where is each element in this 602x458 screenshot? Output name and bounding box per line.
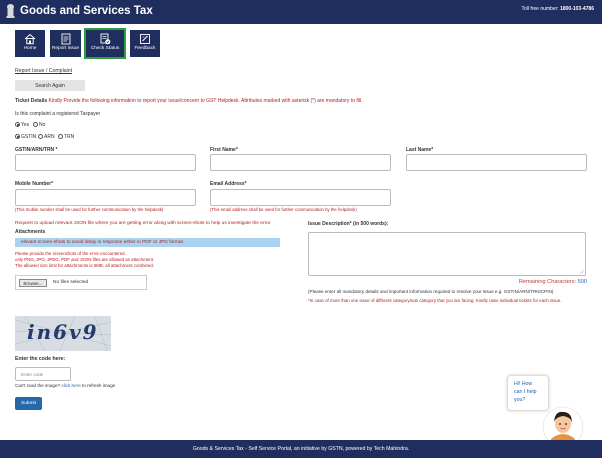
toll-label: Toll free number: <box>521 6 559 12</box>
remaining-count: 500 <box>577 279 587 285</box>
multiple-issues-note: *In case of more than one issue of different category/sub category that you are facing, Kindly raise individual tickets for each issue. <box>308 298 562 303</box>
attachment-highlight-note: elevant screen-shots to avoid delay in response either in PDF or JPG format <box>15 238 280 247</box>
mobile-note: (This mobile number shall be used for further communication by the helpdesk) <box>15 207 164 212</box>
to-refresh-text: to refresh image <box>82 383 116 388</box>
submit-button[interactable]: Submit <box>15 397 42 410</box>
upload-info-2: only PNG, JPG, JPEG, PDF and JSON files are allowed as attachment. <box>15 257 155 262</box>
upload-request-text: Request to upload relevant JSON file where you are getting error along with screen-shots to help us investigate the error <box>15 221 271 226</box>
browse-button[interactable]: Browse... <box>19 279 47 287</box>
toll-free-info <box>521 6 594 12</box>
gstin-input[interactable] <box>15 154 196 171</box>
nav-tile-home-label: Home <box>23 46 37 51</box>
radio-yes[interactable] <box>15 122 20 127</box>
first-name-label: First Name* <box>210 147 238 153</box>
radio-no[interactable] <box>33 122 38 127</box>
captcha-enter-label: Enter the code here: <box>15 356 66 362</box>
mobile-input[interactable] <box>15 189 196 206</box>
radio-no-label: No <box>39 122 46 128</box>
remaining-label: Remaining Characters: <box>518 279 577 285</box>
gstin-label: GSTIN/ARN/TRN * <box>15 147 58 153</box>
nav-tile-home[interactable] <box>15 30 45 57</box>
remaining-characters <box>519 279 587 285</box>
attachments-label: Attachments <box>15 229 46 235</box>
radio-arn[interactable] <box>38 134 43 139</box>
captcha-text: in6v9 <box>27 320 99 344</box>
site-title: Goods and Services Tax <box>20 5 153 17</box>
registered-taxpayer-question: Is this complaint a registered Taxpayer <box>15 111 101 117</box>
captcha-refresh-text <box>15 383 115 388</box>
cant-read-text: Can't read the image? <box>15 383 61 388</box>
nav-tile-feedback[interactable] <box>130 30 160 57</box>
ticket-details-intro <box>15 98 362 104</box>
chatbot-greeting-line-1: Hi! How <box>514 381 533 387</box>
captcha-refresh-link[interactable]: click here <box>61 383 81 388</box>
radio-gstin[interactable] <box>15 134 20 139</box>
nav-tile-check-status-label: Check Status <box>90 46 120 51</box>
radio-trn[interactable] <box>58 134 63 139</box>
last-name-input[interactable] <box>406 154 587 171</box>
issue-please-note: (Please enter all mandatory details and important information required to resolve your issue e.g. GSTIN/ARN/TRN/CPIN) <box>308 289 554 294</box>
last-name-label: Last Name* <box>406 147 434 153</box>
file-upload-field <box>15 275 147 290</box>
report-icon <box>60 33 72 45</box>
upload-info-1: Please provide the screenshots of the error encountered. <box>15 251 126 256</box>
home-icon <box>24 33 36 45</box>
radio-arn-label: ARN <box>44 134 55 140</box>
email-label: Email Address* <box>210 181 247 187</box>
no-file-selected-text: No files selected <box>53 280 89 285</box>
nav-tile-report-issue[interactable] <box>50 30 81 57</box>
check-status-icon <box>99 33 111 45</box>
radio-yes-label: Yes <box>21 122 30 128</box>
chatbot-greeting-line-3: you? <box>514 397 526 403</box>
upload-info-3: The allowed size limit for attachments is 5MB, all attachment combined. <box>15 263 155 268</box>
section-title[interactable]: Report Issue / Complaint <box>15 68 73 74</box>
ticket-details-heading: Ticket Details <box>15 98 48 104</box>
search-again-button[interactable]: Search Again <box>15 80 85 91</box>
chatbot-greeting-line-2: can I help <box>514 389 537 395</box>
ticket-details-instruction: Kindly Provide the following information to report your issue/concern to GST Helpdesk. Attributes marked with asterisk (*) are mandatory to fill. <box>48 98 363 104</box>
nav-tile-report-label: Report Issue <box>51 46 80 51</box>
national-emblem-icon <box>5 3 16 20</box>
captcha-input[interactable]: Enter code <box>15 367 71 381</box>
email-note: (This email address shall be used for further communication by the helpdesk) <box>210 207 357 212</box>
email-input[interactable] <box>210 189 391 206</box>
feedback-icon <box>139 33 151 45</box>
resize-handle-icon[interactable] <box>579 269 584 274</box>
captcha-image <box>15 316 111 351</box>
toll-number: 1800-103-4786 <box>560 6 594 12</box>
mobile-label: Mobile Number* <box>15 181 54 187</box>
nav-tile-feedback-label: Feedback <box>134 46 156 51</box>
radio-gstin-label: GSTIN <box>21 134 37 140</box>
site-footer: Goods & Services Tax - Self Service Portal, an initiative by GSTN, powered by Tech Mahindra. <box>0 440 602 458</box>
radio-trn-label: TRN <box>64 134 75 140</box>
first-name-input[interactable] <box>210 154 391 171</box>
nav-tile-check-status[interactable] <box>86 30 124 57</box>
issue-description-label: Issue Description* (in 500 words): <box>308 221 389 227</box>
issue-description-textarea[interactable] <box>308 232 586 276</box>
site-header <box>0 0 602 24</box>
